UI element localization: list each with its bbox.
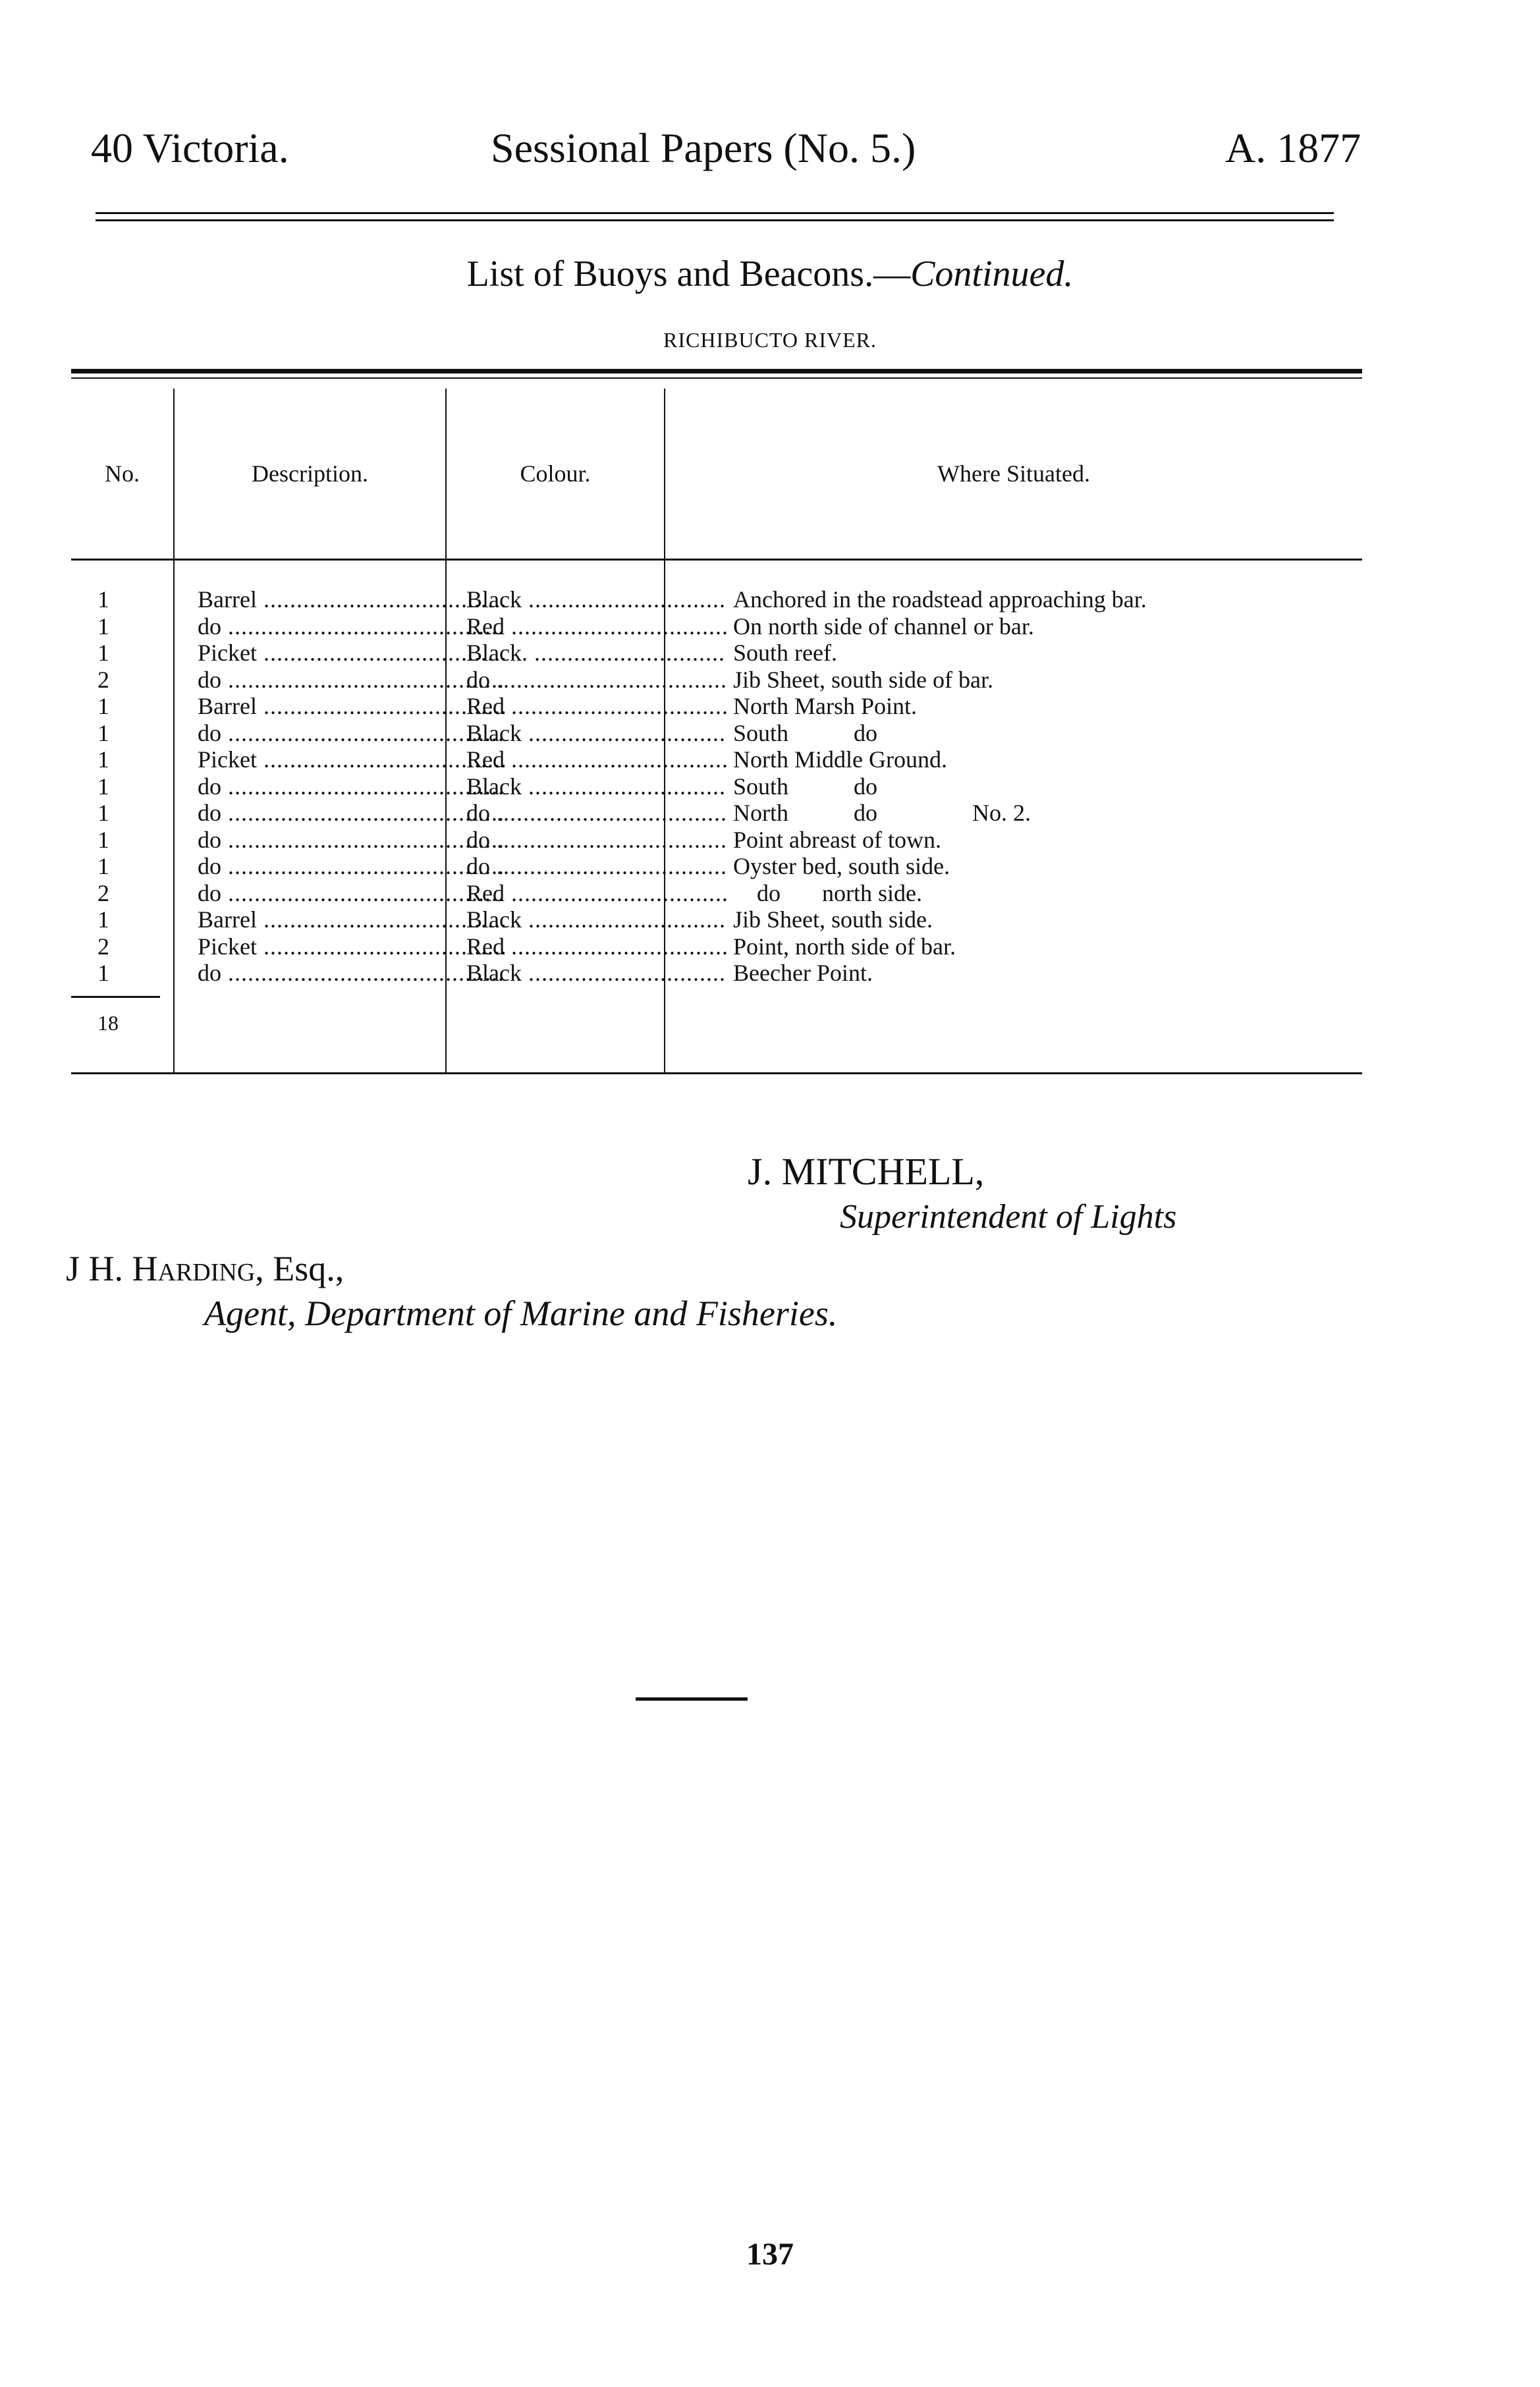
table-row (71, 880, 1362, 906)
row-where-situated: Point abreast of town. (733, 826, 941, 853)
table-row (71, 746, 1362, 773)
table-row (71, 667, 1362, 693)
row-no: 1 (97, 719, 109, 746)
row-description: do ..... (198, 853, 505, 879)
row-no: 1 (97, 586, 109, 613)
row-colour: Black ..... (466, 773, 727, 800)
addressee-prefix: J H. (66, 1249, 132, 1288)
row-description: do ..... (198, 827, 505, 853)
row-colour: Red ..... (466, 613, 727, 640)
row-where-situated: North Marsh Point. (733, 693, 917, 719)
row-no: 2 (97, 933, 109, 960)
total-count: 18 (97, 1011, 119, 1035)
row-colour: do ..... (466, 800, 727, 826)
row-colour: do ..... (466, 827, 727, 853)
addressee-title: Agent, Department of Marine and Fisheries. (204, 1294, 838, 1333)
row-no: 1 (97, 746, 109, 773)
row-description: do ..... (198, 800, 505, 826)
row-no: 2 (97, 879, 109, 906)
title-main: List of Buoys and Beacons.— (466, 254, 911, 294)
row-no: 1 (97, 773, 109, 800)
table-top-thick-rule (71, 369, 1362, 373)
row-description: Picket ..... (198, 933, 505, 960)
row-colour: Black. ..... (466, 640, 727, 666)
row-description: do ..... (198, 613, 505, 640)
row-colour: Red ..... (466, 933, 727, 960)
row-colour: Red ..... (466, 693, 727, 719)
table-row (71, 906, 1362, 933)
row-where-situated: do north side. (733, 879, 922, 906)
table-row (71, 960, 1362, 986)
row-where-situated: South do (733, 773, 878, 800)
row-description: Barrel ..... (198, 586, 505, 613)
table-row (71, 640, 1362, 666)
row-description: do ..... (198, 880, 505, 906)
table-row (71, 693, 1362, 719)
row-no: 1 (97, 800, 109, 826)
addressee-name (66, 1248, 344, 1289)
title-italic: Continued. (910, 254, 1074, 294)
row-colour: do ..... (466, 667, 727, 693)
addressee-suffix: , Esq., (255, 1249, 344, 1288)
row-where-situated: South reef. (733, 640, 837, 666)
row-colour: Red ..... (466, 880, 727, 906)
page-title (0, 253, 1540, 295)
row-description: do ..... (198, 667, 505, 693)
table-row (71, 720, 1362, 746)
table-row (71, 586, 1362, 613)
header-double-rule (96, 212, 1334, 221)
row-colour: Black ..... (466, 720, 727, 746)
row-no: 1 (97, 853, 109, 879)
header-where-situated: Where Situated. (937, 460, 1090, 487)
row-colour: Red ..... (466, 746, 727, 773)
total-rule (71, 996, 160, 998)
row-where-situated: Beecher Point. (733, 960, 873, 986)
row-where-situated: North Middle Ground. (733, 746, 947, 773)
row-colour: Black ..... (466, 906, 727, 933)
closing-rule (636, 1697, 748, 1701)
section-subtitle: RICHIBUCTO RIVER. (663, 328, 877, 352)
table-row (71, 853, 1362, 879)
row-no: 1 (97, 613, 109, 640)
row-no: 1 (97, 693, 109, 719)
row-description: Barrel ..... (198, 906, 505, 933)
table-bottom-rule (71, 1072, 1362, 1074)
running-head-center: Sessional Papers (No. 5.) (491, 124, 916, 171)
addressee-surname: Harding (132, 1249, 256, 1288)
row-where-situated: Oyster bed, south side. (733, 853, 950, 879)
row-colour: do ..... (466, 853, 727, 879)
row-no: 1 (97, 640, 109, 666)
row-description: do ..... (198, 960, 505, 986)
running-head-left: 40 Victoria. (91, 124, 289, 171)
header-description: Description. (252, 460, 368, 487)
running-head (0, 124, 1540, 183)
row-colour: Black ..... (466, 586, 727, 613)
row-no: 1 (97, 960, 109, 986)
row-where-situated: South do (733, 719, 878, 746)
table-row (71, 613, 1362, 640)
row-where-situated: Point, north side of bar. (733, 933, 956, 960)
row-where-situated: Jib Sheet, south side of bar. (733, 666, 993, 693)
table-top-thin-rule (71, 377, 1362, 379)
header-no: No. (105, 460, 140, 487)
header-bottom-rule (71, 559, 1362, 561)
row-where-situated: Anchored in the roadstead approaching bar. (733, 586, 1147, 613)
row-description: do ..... (198, 720, 505, 746)
row-no: 2 (97, 666, 109, 693)
table-row (71, 827, 1362, 853)
row-description: Picket ..... (198, 746, 505, 773)
table-row (71, 773, 1362, 800)
table-row (71, 800, 1362, 826)
page-number: 137 (746, 2237, 794, 2272)
signature-name: J. MITCHELL, (748, 1150, 985, 1193)
row-colour: Black ..... (466, 960, 727, 986)
signature-title: Superintendent of Lights (840, 1198, 1177, 1236)
row-where-situated: On north side of channel or bar. (733, 613, 1034, 640)
running-head-right: A. 1877 (1225, 124, 1361, 171)
row-no: 1 (97, 906, 109, 933)
row-where-situated: Jib Sheet, south side. (733, 906, 933, 933)
row-no: 1 (97, 826, 109, 853)
buoys-table (71, 369, 1362, 1077)
row-description: do ..... (198, 773, 505, 800)
row-where-situated: North do No. 2. (733, 800, 1031, 826)
row-description: Barrel ..... (198, 693, 505, 719)
header-colour: Colour. (520, 460, 591, 487)
row-description: Picket ..... (198, 640, 505, 666)
table-row (71, 933, 1362, 960)
